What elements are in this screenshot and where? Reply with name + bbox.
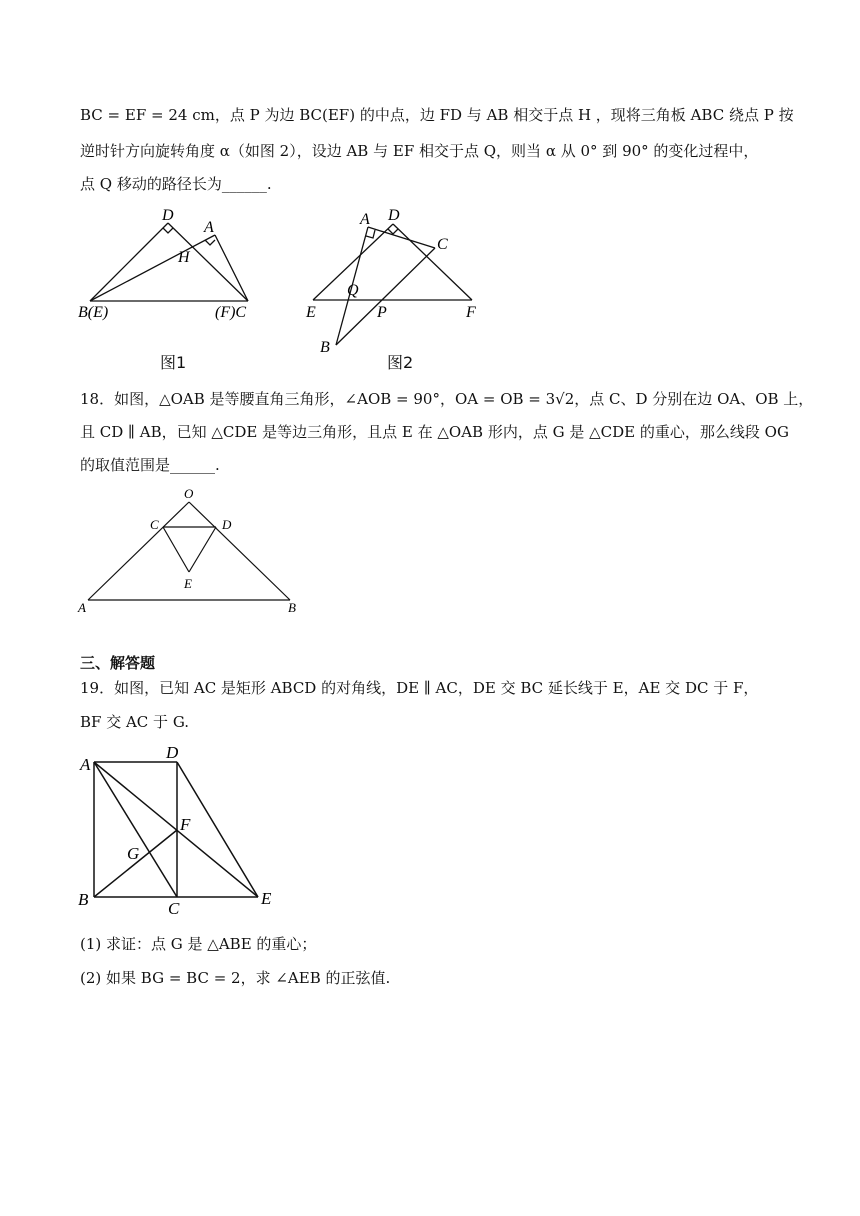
q18-line-1: 18．如图，△OAB 是等腰直角三角形，∠AOB = 90°，OA = OB = 3√2，点 C、D 分别在边 OA、OB 上， [80, 390, 814, 408]
figure-1 [70, 200, 270, 330]
fig4-label-d: D [166, 743, 179, 762]
fig4-label-e: E [261, 889, 272, 908]
fig2-label-p: P [377, 304, 387, 321]
fig4-label-c: C [168, 899, 180, 918]
q18-line-2: 且 CD ∥ AB，已知 △CDE 是等边三角形，且点 E 在 △OAB 形内，点 G 是 △CDE 的重心，那么线段 OG [80, 423, 789, 441]
fig4-label-g: G [127, 844, 140, 863]
fig1-label-fc: (F)C [215, 304, 247, 321]
fig2-caption: 图2 [387, 353, 414, 372]
fig2-label-q: Q [347, 282, 359, 299]
fig3-label-c: C [150, 517, 159, 532]
q19-part-1: (1) 求证：点 G 是 △ABE 的重心； [80, 935, 317, 953]
q19-line-2: BF 交 AC 于 G. [80, 713, 190, 731]
q19-part-2: (2) 如果 BG = BC = 2，求 ∠AEB 的正弦值. [80, 969, 391, 987]
figure-4 [70, 738, 290, 918]
fig4-label-b: B [78, 890, 89, 909]
fig1-caption: 图1 [160, 353, 187, 372]
fig3-label-e: E [184, 576, 192, 591]
fig1-label-h: H [178, 249, 190, 266]
section-title: 三、解答题 [80, 654, 156, 672]
fig1-label-a: A [204, 219, 214, 236]
fig2-label-f: F [466, 304, 476, 321]
fig3-label-o: O [184, 486, 194, 501]
q17-line-3: 点 Q 移动的路径长为______. [80, 175, 272, 193]
q17-line-1: BC = EF = 24 cm，点 P 为边 BC(EF) 的中点，边 FD 与 AB 相交于点 H ，现将三角板 ABC 绕点 P 按 [80, 106, 794, 124]
fig3-label-d: D [222, 517, 232, 532]
fig1-label-be: B(E) [78, 304, 109, 321]
figure-3 [70, 482, 310, 617]
fig2-label-a: A [360, 211, 370, 228]
fig1-label-d: D [162, 207, 174, 224]
q18-line-3: 的取值范围是______. [80, 456, 220, 474]
fig3-label-a: A [78, 600, 86, 615]
fig2-label-c: C [437, 236, 448, 253]
fig4-label-f: F [180, 815, 191, 834]
fig2-label-b: B [320, 339, 330, 356]
fig2-label-e: E [306, 304, 316, 321]
figure-2 [300, 200, 500, 360]
fig2-label-d: D [388, 207, 400, 224]
q19-line-1: 19．如图，已知 AC 是矩形 ABCD 的对角线，DE ∥ AC，DE 交 BC 延长线于 E，AE 交 DC 于 F， [80, 679, 759, 697]
q17-line-2: 逆时针方向旋转角度 α（如图 2），设边 AB 与 EF 相交于点 Q，则当 α 从 0° 到 90° 的变化过程中， [80, 142, 759, 160]
fig4-label-a: A [80, 755, 91, 774]
fig3-label-b: B [288, 600, 296, 615]
